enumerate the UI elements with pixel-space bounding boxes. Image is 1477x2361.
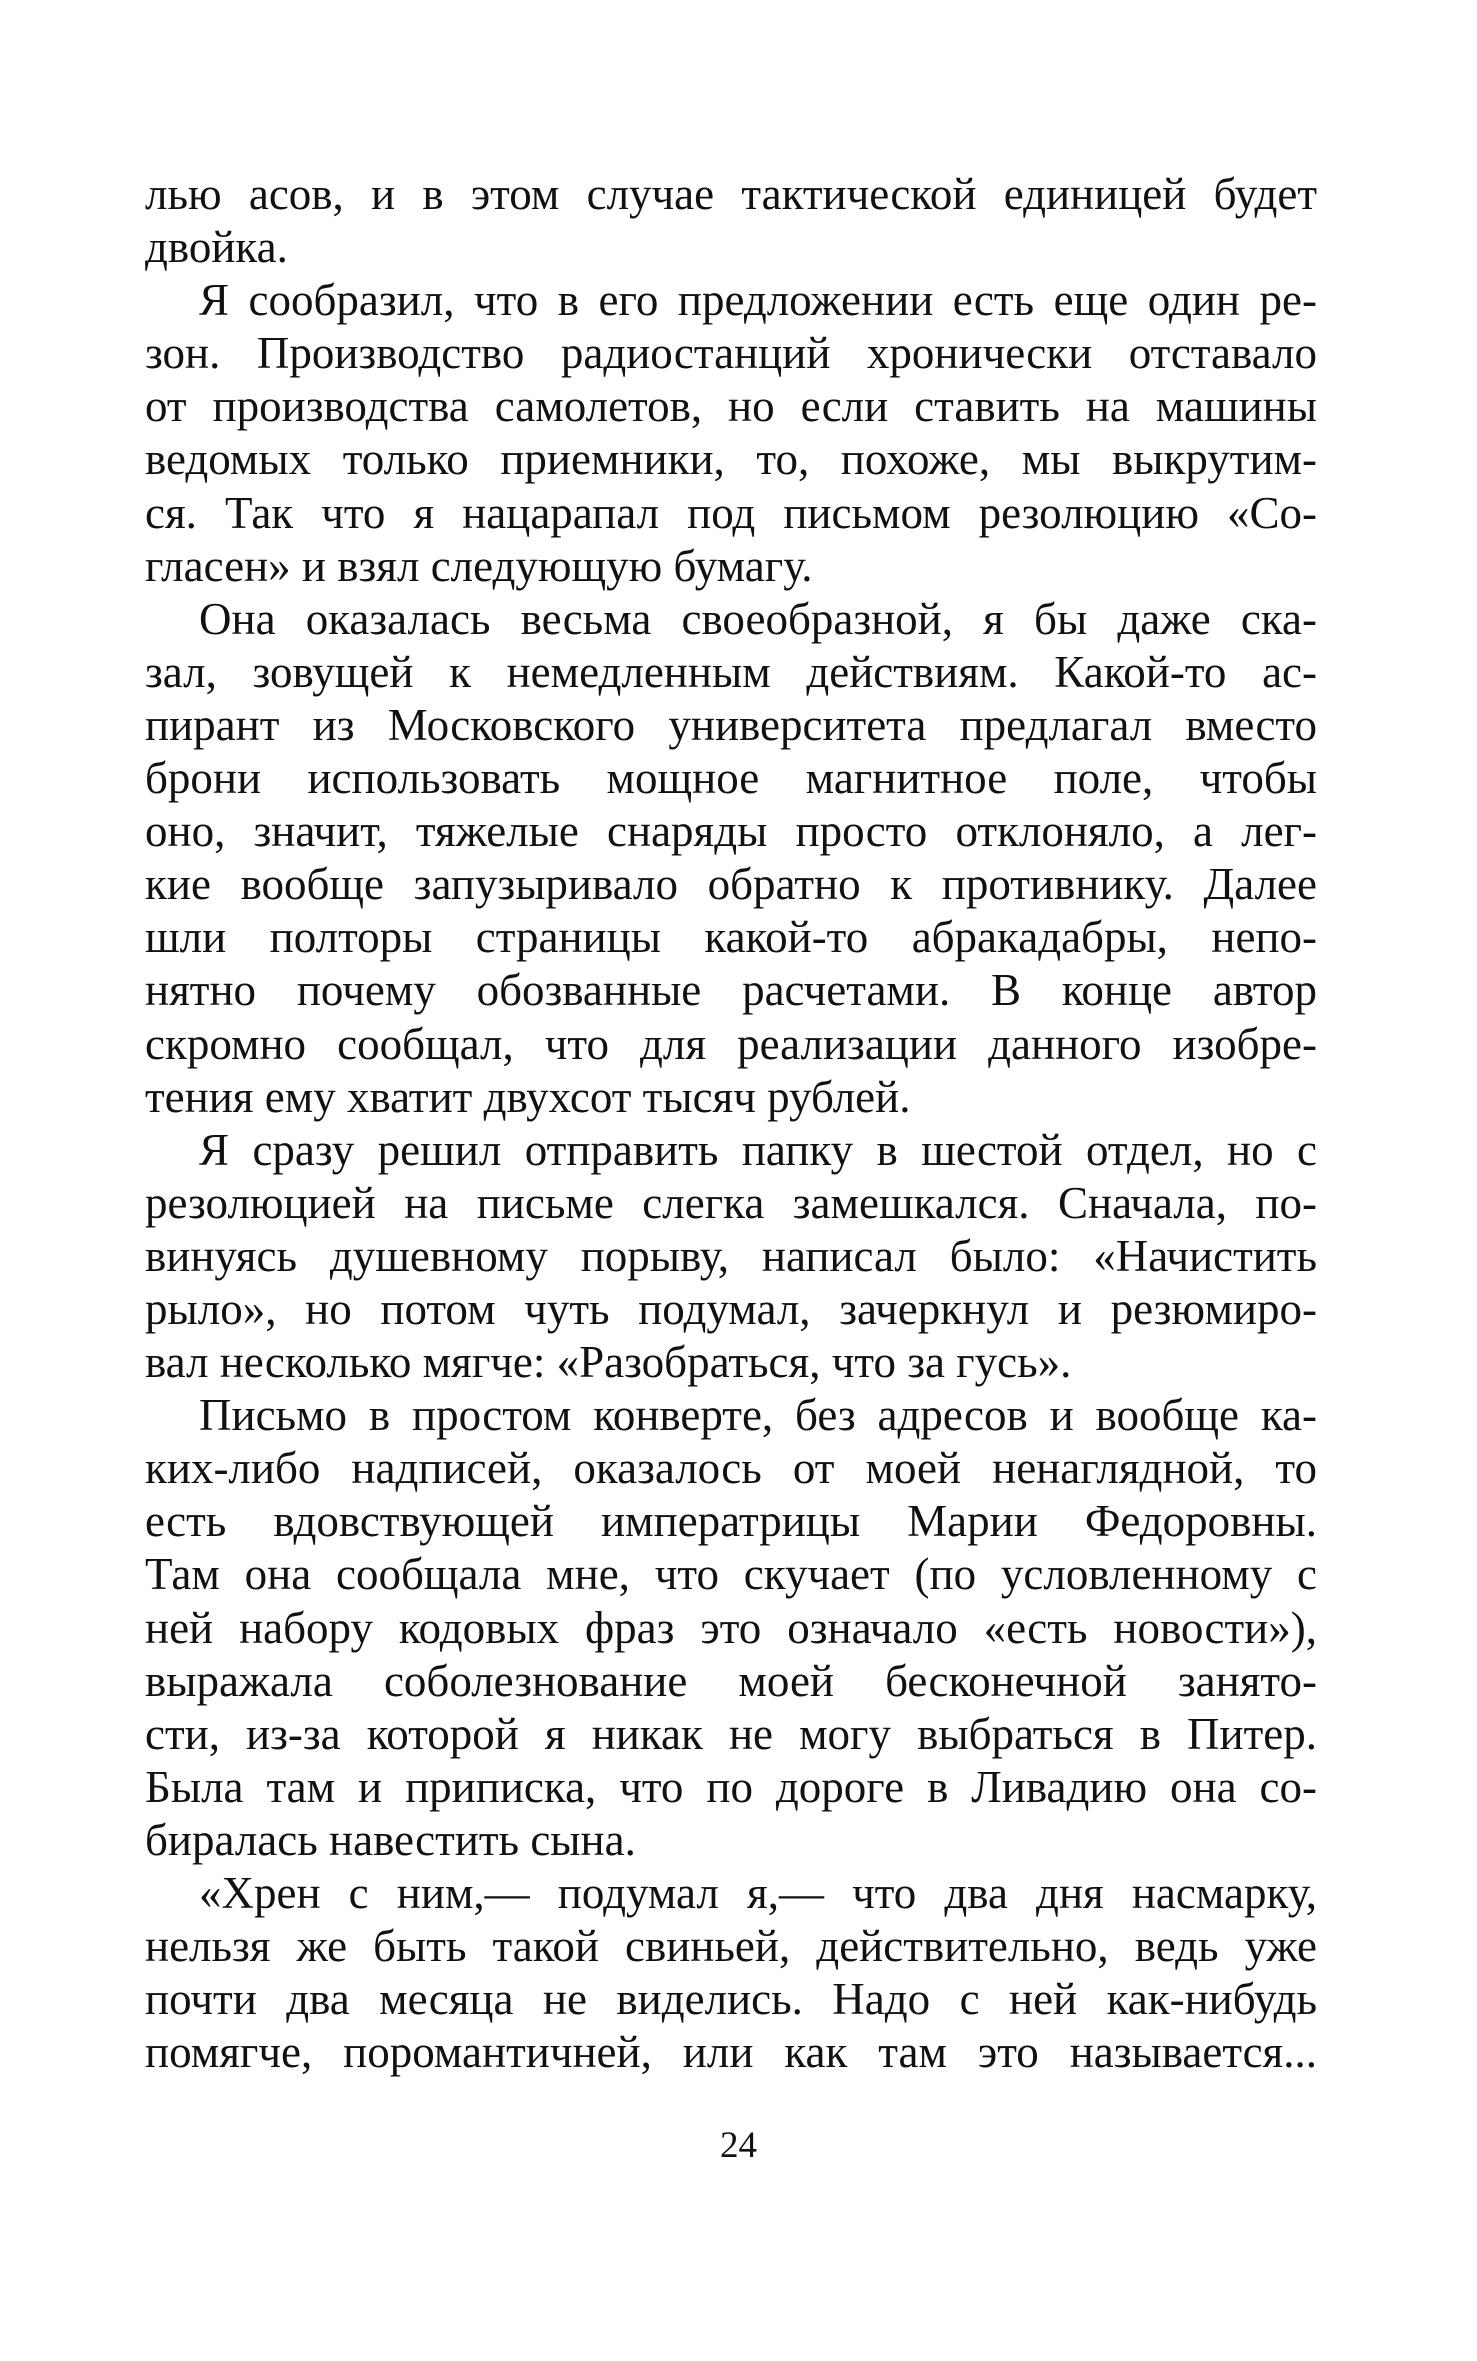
text-line: тения ему хватит двухсот тысяч рублей. bbox=[145, 1071, 911, 1122]
text-line: зон. Производство радиостанций хронически отставало bbox=[145, 328, 1317, 379]
page-number: 24 bbox=[720, 2125, 757, 2166]
text-line: биралась навестить сына. bbox=[145, 1814, 636, 1865]
text-line: Была там и приписка, что по дороге в Ливадию она со- bbox=[145, 1761, 1317, 1812]
text-line: почти два месяца не виделись. Надо с ней как-нибудь bbox=[145, 1974, 1317, 2025]
text-line: Я сообразил, что в его предложении есть еще один ре- bbox=[199, 275, 1317, 326]
text-line: нятно почему обозванные расчетами. В конце автор bbox=[145, 965, 1317, 1016]
text-line: нельзя же быть такой свиньей, действительно, ведь уже bbox=[145, 1921, 1317, 1972]
text-line: помягче, поромантичней, или как там это называется... bbox=[145, 2027, 1317, 2078]
text-line: оно, значит, тяжелые снаряды просто отклоняло, а лег- bbox=[145, 806, 1317, 857]
text-line: «Хрен с ним,— подумал я,— что два дня насмарку, bbox=[199, 1868, 1317, 1918]
text-line: винуясь душевному порыву, написал было: «Начистить bbox=[145, 1230, 1317, 1281]
text-line: есть вдовствующей императрицы Марии Федоровны. bbox=[145, 1496, 1317, 1547]
text-line: рыло», но потом чуть подумал, зачеркнул и резюмиро- bbox=[145, 1283, 1317, 1334]
text-line: скромно сообщал, что для реализации данного изобре- bbox=[145, 1018, 1317, 1069]
text-line: вал несколько мягче: «Разобраться, что за гусь». bbox=[145, 1337, 1072, 1388]
text-line: брони использовать мощное магнитное поле, чтобы bbox=[145, 753, 1317, 804]
text-line: двойка. bbox=[145, 222, 288, 273]
text-line: зал, зовущей к немедленным действиям. Какой-то ас- bbox=[145, 646, 1317, 697]
text-line: пирант из Московского университета предлагал вместо bbox=[145, 699, 1317, 750]
text-line: Она оказалась весьма своеобразной, я бы даже ска- bbox=[199, 593, 1317, 644]
paragraph bbox=[145, 1124, 1317, 1389]
text-line: выражала соболезнование моей бесконечной занято- bbox=[145, 1655, 1317, 1706]
text-line: Письмо в простом конверте, без адресов и вообще ка- bbox=[199, 1390, 1317, 1441]
text-line: ся. Так что я нацарапал под письмом резолюцию «Со- bbox=[145, 487, 1317, 538]
text-line: гласен» и взял следующую бумагу. bbox=[145, 540, 813, 591]
text-line: резолюцией на письме слегка замешкался. Сначала, по- bbox=[145, 1177, 1317, 1228]
text-line: ких-либо надписей, оказалось от моей ненаглядной, то bbox=[145, 1443, 1317, 1494]
paragraph bbox=[145, 1389, 1317, 1867]
paragraph bbox=[145, 1867, 1317, 2079]
text-line: кие вообще запузыривало обратно к противнику. Далее bbox=[145, 859, 1317, 910]
text-line: ней набору кодовых фраз это означало «есть новости»), bbox=[145, 1602, 1317, 1653]
paragraph bbox=[145, 168, 1317, 274]
text-line: шли полторы страницы какой-то абракадабры, непо- bbox=[145, 912, 1317, 963]
text-line: лью асов, и в этом случае тактической единицей будет bbox=[145, 169, 1317, 219]
paragraph bbox=[145, 274, 1317, 593]
text-line: от производства самолетов, но если ставить на машины bbox=[145, 381, 1317, 432]
text-line: ведомых только приемники, то, похоже, мы выкрутим- bbox=[145, 434, 1317, 485]
text-line: сти, из-за которой я никак не могу выбраться в Питер. bbox=[145, 1708, 1317, 1759]
text-line: Там она сообщала мне, что скучает (по условленному с bbox=[145, 1549, 1317, 1600]
page-body bbox=[145, 168, 1317, 2079]
paragraph bbox=[145, 593, 1317, 1124]
text-line: Я сразу решил отправить папку в шестой отдел, но с bbox=[199, 1124, 1317, 1175]
